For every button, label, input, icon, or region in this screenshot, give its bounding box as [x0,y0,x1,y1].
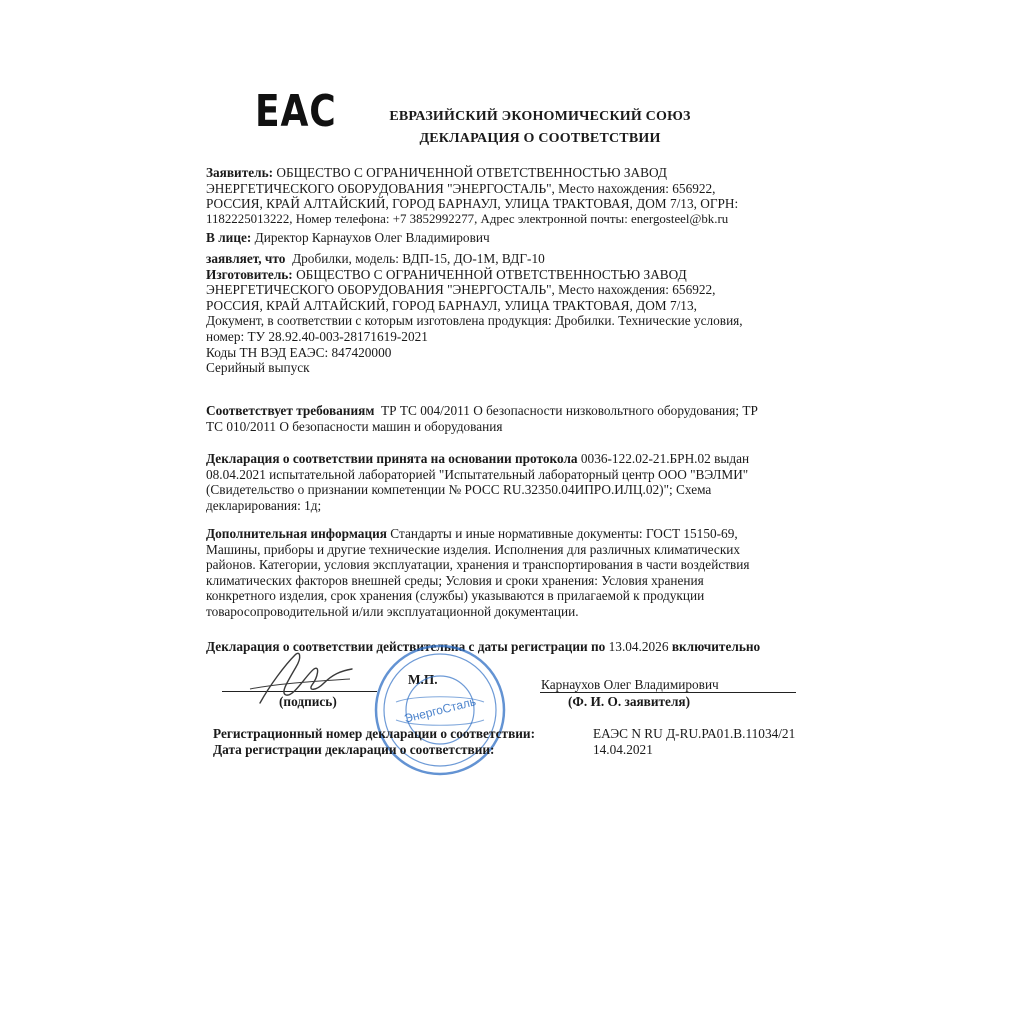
name-line [540,692,796,693]
manufacturer-label: Изготовитель: [206,266,293,282]
manufacturer-line-5: номер: ТУ 28.92.40-003-28171619-2021 [206,328,428,344]
registration-date: 14.04.2021 [593,742,653,757]
signature-label: (подпись) [279,694,337,709]
manufacturer-line-1: ОБЩЕСТВО С ОГРАНИЧЕННОЙ ОТВЕТСТВЕННОСТЬЮ ЗАВОД [296,266,687,282]
manufacturer-line-3: РОССИЯ, КРАЙ АЛТАЙСКИЙ, ГОРОД БАРНАУЛ, УЛИЦА ТРАКТОВАЯ, ДОМ 7/13, [206,297,697,313]
manufacturer-line-6: Коды ТН ВЭД ЕАЭС: 847420000 [206,344,392,360]
person-label: В лице: [206,230,252,246]
additional-line-3: районов. Категории, условия эксплуатации, хранения и транспортирования в части воздействия [206,557,750,573]
applicant-label: Заявитель: [206,165,274,180]
manufacturer-line-7: Серийный выпуск [206,360,310,376]
stamp-brand-text: ЭнергоСталь [402,694,478,726]
basis-section [206,451,826,513]
basis-label: Декларация о соответствии принята на основании протокола [206,451,578,466]
name-label: (Ф. И. О. заявителя) [568,694,691,709]
registration-number-label: Регистрационный номер декларации о соответствии: [213,726,536,741]
additional-line-5: конкретного изделия, срок хранения (службы) указываются в прилагаемой к продукции [206,588,705,604]
mp-label: М.П. [408,672,438,687]
declares-label: заявляет, что [206,250,286,266]
requirements-line-1: ТР ТС 004/2011 О безопасности низковольтного оборудования; ТР [381,403,758,418]
applicant-name: Карнаухов Олег Владимирович [541,677,719,692]
validity-label: Декларация о соответствии действительна с даты регистрации по [206,639,606,654]
applicant-section [206,165,826,376]
requirements-section [206,403,826,434]
applicant-line-3: РОССИЯ, КРАЙ АЛТАЙСКИЙ, ГОРОД БАРНАУЛ, УЛИЦА ТРАКТОВАЯ, ДОМ 7/13, ОГРН: [206,196,739,212]
manufacturer-line-4: Документ, в соответствии с которым изготовлена продукция: Дробилки. Технические условия, [206,313,743,329]
validity-date: 13.04.2026 [608,639,669,654]
validity-suffix: включительно [671,639,761,654]
company-stamp [370,640,510,780]
basis-line-1: 0036-122.02-21.БРН.02 выдан [580,451,750,466]
basis-line-2: 08.04.2021 испытательной лабораторией "Испытательный лабораторный центр ООО "ВЭЛМИ" [206,466,749,482]
requirements-label: Соответствует требованиям [206,403,375,418]
applicant-line-1: ОБЩЕСТВО С ОГРАНИЧЕННОЙ ОТВЕТСТВЕННОСТЬЮ ЗАВОД [276,165,667,180]
document-title: ДЕКЛАРАЦИЯ О СООТВЕТСТВИИ [419,131,661,146]
registration-date-label: Дата регистрации декларации о соответствии: [213,742,495,757]
applicant-line-4: 1182225013222, Номер телефона: +7 3852992277, Адрес электронной почты: energosteel@bk.ru [206,211,729,226]
manufacturer-line-2: ЭНЕРГЕТИЧЕСКОГО ОБОРУДОВАНИЯ "ЭНЕРГОСТАЛЬ", Место нахождения: 656922, [206,282,716,298]
basis-line-4: декларирования: 1д; [206,497,322,513]
applicant-line-2: ЭНЕРГЕТИЧЕСКОГО ОБОРУДОВАНИЯ "ЭНЕРГОСТАЛЬ", Место нахождения: 656922, [206,180,716,196]
union-title: ЕВРАЗИЙСКИЙ ЭКОНОМИЧЕСКИЙ СОЮЗ [389,109,691,124]
additional-line-4: климатических факторов внешней среды; Условия и сроки хранения: Условия хранения [206,572,704,588]
person-value: Директор Карнаухов Олег Владимирович [254,230,490,246]
basis-line-3: (Свидетельство о признании компетенции № РОСС RU.32350.04ИПРО.ИЛЦ.02)"; Схема [206,482,712,498]
declares-value: Дробилки, модель: ВДП-15, ДО-1М, ВДГ-10 [292,250,545,266]
handwritten-signature [240,645,360,715]
requirements-line-2: ТС 010/2011 О безопасности машин и оборудования [206,418,503,434]
additional-section [206,526,826,620]
additional-line-1: Стандарты и иные нормативные документы: ГОСТ 15150-69, [390,526,738,541]
registration-number: ЕАЭС N RU Д-RU.РА01.В.11034/21 [593,726,796,741]
additional-line-6: товаросопроводительной и/или эксплуатационной документации. [206,603,579,619]
additional-line-2: Машины, приборы и другие технические изделия. Исполнения для различных климатических [206,541,741,557]
additional-label: Дополнительная информация [206,526,387,541]
eac-logo: EAC [255,86,337,137]
